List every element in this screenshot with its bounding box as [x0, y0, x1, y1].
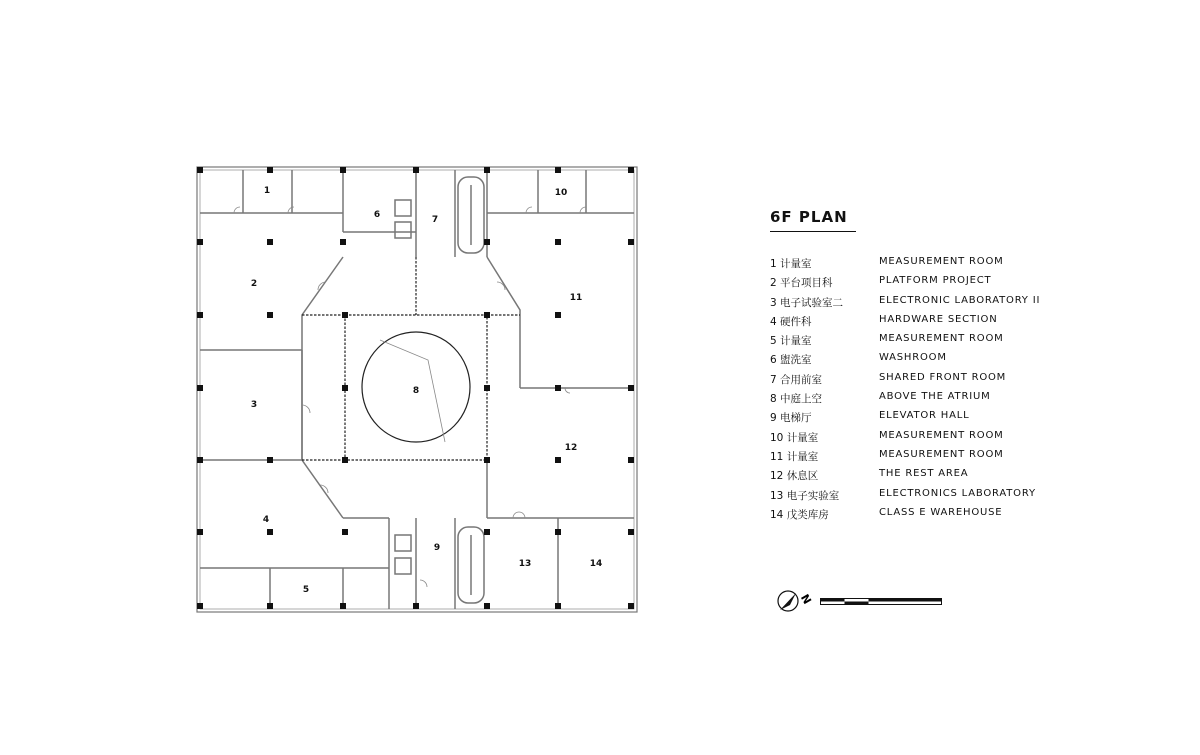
legend-row: [770, 256, 1070, 275]
column: [628, 167, 634, 173]
legend-room-name-en: ELEVATOR HALL: [879, 410, 970, 422]
column: [555, 385, 561, 391]
north-label: N: [797, 592, 814, 607]
column: [267, 457, 273, 463]
legend-row: [770, 468, 1070, 487]
room-number-9: 9: [433, 543, 441, 553]
legend-room-name-cn: 电梯厅: [780, 412, 812, 425]
column: [197, 385, 203, 391]
column: [555, 529, 561, 535]
column: [342, 457, 348, 463]
legend-room-name-cn: 中庭上空: [780, 393, 823, 406]
column: [484, 529, 490, 535]
legend-room-number: 8: [770, 393, 777, 406]
doors: [234, 207, 586, 587]
column: [628, 529, 634, 535]
legend-room-cn: [770, 449, 818, 464]
column: [267, 603, 273, 609]
column: [555, 457, 561, 463]
legend-room-name-en: MEASUREMENT ROOM: [879, 429, 1004, 441]
room-number-4: 4: [262, 515, 270, 525]
column: [484, 385, 490, 391]
legend-room-cn: [770, 333, 812, 348]
legend-room-name-en: HARDWARE SECTION: [879, 313, 998, 325]
column: [342, 385, 348, 391]
legend-room-name-cn: 平台项目科: [780, 277, 833, 290]
column: [197, 167, 203, 173]
column: [340, 167, 346, 173]
column: [197, 529, 203, 535]
legend-room-name-cn: 休息区: [786, 470, 819, 483]
column: [484, 312, 490, 318]
legend-row: [770, 295, 1070, 314]
column: [555, 239, 561, 245]
legend-room-name-cn: 戊类库房: [786, 508, 829, 521]
legend-room-name-cn: 计量室: [780, 258, 812, 270]
room-number-10: 10: [554, 188, 568, 198]
column: [484, 167, 490, 173]
legend-room-cn: [770, 314, 812, 329]
legend-row: [770, 391, 1070, 410]
legend-room-number: 2: [770, 277, 777, 290]
legend-room-cn: [770, 410, 812, 425]
legend-room-cn: [770, 275, 833, 290]
legend-room-number: 5: [770, 335, 777, 348]
legend-room-cn: [770, 295, 843, 310]
column: [267, 239, 273, 245]
legend-row: [770, 430, 1070, 449]
legend-room-number: 6: [770, 354, 777, 367]
legend-room-number: 14: [770, 508, 784, 521]
room-number-12: 12: [564, 443, 578, 453]
legend-room-cn: [770, 391, 822, 406]
legend-room-number: 3: [770, 296, 777, 309]
column: [340, 603, 346, 609]
column: [342, 312, 348, 318]
legend-room-name-en: MEASUREMENT ROOM: [879, 256, 1004, 267]
room-number-7: 7: [431, 215, 439, 225]
legend-row: [770, 352, 1070, 371]
legend-room-cn: [770, 372, 822, 387]
column: [267, 312, 273, 318]
legend-room-name-cn: 计量室: [786, 450, 819, 463]
legend-row: [770, 275, 1070, 294]
scale-bar: [820, 598, 944, 608]
legend-room-cn: [770, 352, 812, 367]
legend-room-name-en: MEASUREMENT ROOM: [879, 333, 1004, 345]
legend-room-name-en: THE REST AREA: [879, 468, 969, 480]
legend-row: [770, 449, 1070, 468]
legend-room-name-en: MEASUREMENT ROOM: [879, 448, 1004, 460]
legend-room-number: 1: [770, 258, 777, 270]
legend-room-name-en: ELECTRONICS LABORATORY: [879, 487, 1036, 499]
room-number-8: 8: [412, 386, 420, 396]
legend-room-name-cn: 盥洗室: [780, 354, 812, 367]
atrium-dashed-lines: [302, 257, 520, 460]
legend-room-name-cn: 合用前室: [780, 373, 823, 386]
legend-room-cn: [770, 256, 812, 271]
room-number-13: 13: [518, 559, 532, 569]
legend-room-name-en: ABOVE THE ATRIUM: [879, 391, 991, 403]
legend-room-name-cn: 硬件科: [780, 315, 812, 328]
room-numbers: [251, 186, 602, 595]
room-number-2: 2: [250, 279, 258, 289]
column: [413, 603, 419, 609]
legend-room-number: 10: [770, 431, 784, 444]
legend-room-name-cn: 电子试验室二: [780, 296, 844, 309]
legend-room-number: 12: [770, 470, 784, 483]
column: [267, 167, 273, 173]
column: [342, 529, 348, 535]
legend-room-cn: [770, 430, 818, 445]
column: [628, 239, 634, 245]
legend-room-name-cn: 计量室: [786, 431, 819, 444]
column: [197, 457, 203, 463]
legend: [770, 208, 1070, 526]
column: [484, 239, 490, 245]
legend-room-number: 11: [770, 450, 784, 463]
legend-room-name-en: SHARED FRONT ROOM: [879, 371, 1007, 383]
legend-room-number: 7: [770, 373, 777, 386]
column: [555, 312, 561, 318]
legend-row: [770, 333, 1070, 352]
column: [197, 603, 203, 609]
room-number-5: 5: [302, 585, 310, 595]
legend-room-name-cn: 计量室: [780, 335, 812, 348]
room-number-6: 6: [373, 210, 381, 220]
column: [197, 312, 203, 318]
legend-row: [770, 507, 1070, 526]
column: [413, 167, 419, 173]
legend-row: [770, 410, 1070, 429]
column: [267, 529, 273, 535]
legend-room-name-cn: 电子实验室: [786, 489, 840, 502]
legend-room-name-en: CLASS E WAREHOUSE: [879, 506, 1003, 518]
legend-row: [770, 488, 1070, 507]
room-number-14: 14: [589, 559, 603, 569]
legend-room-name-en: WASHROOM: [879, 352, 947, 364]
legend-row: [770, 314, 1070, 333]
column: [484, 457, 490, 463]
column: [555, 603, 561, 609]
room-number-3: 3: [250, 400, 258, 410]
legend-room-name-en: ELECTRONIC LABORATORY II: [879, 294, 1041, 306]
north-arrow-icon: [774, 585, 814, 617]
legend-room-number: 4: [770, 315, 777, 328]
column: [555, 167, 561, 173]
legend-room-number: 13: [770, 489, 784, 502]
legend-room-cn: [770, 507, 829, 522]
plan-title: 6F PLAN: [770, 208, 856, 232]
legend-room-name-en: PLATFORM PROJECT: [879, 275, 992, 287]
legend-room-cn: [770, 468, 818, 483]
legend-room-number: 9: [770, 412, 777, 425]
column: [628, 457, 634, 463]
column: [628, 385, 634, 391]
column: [197, 239, 203, 245]
column: [628, 603, 634, 609]
column: [484, 603, 490, 609]
legend-row: [770, 372, 1070, 391]
legend-room-cn: [770, 488, 839, 503]
room-number-1: 1: [263, 186, 271, 196]
room-number-11: 11: [569, 293, 583, 303]
legend-list: [770, 256, 1070, 526]
column: [340, 239, 346, 245]
